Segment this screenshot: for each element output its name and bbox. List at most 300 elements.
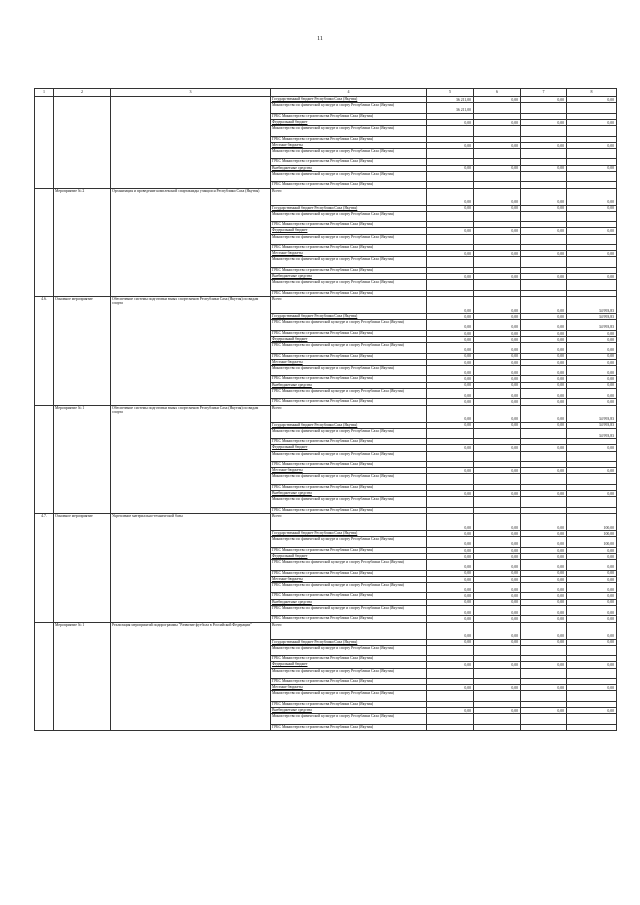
funding-source-label: Федеральный бюджет (271, 119, 427, 125)
funding-source-label: Внебюджетные средства (271, 708, 427, 714)
amount-cell: 0,00 (521, 405, 567, 422)
amount-cell: 0,00 (427, 320, 474, 331)
amount-cell: 0,00 (521, 343, 567, 354)
funding-source-label: ГРБС Министерство строительства Республики Саха (Якутия) (271, 182, 427, 188)
amount-cell: 0,00 (521, 359, 567, 365)
amount-cell (427, 234, 474, 245)
amount-cell: 0,00 (567, 582, 617, 593)
funding-source-label: Местные бюджеты (271, 251, 427, 257)
amount-cell (427, 714, 474, 725)
amount-cell: 0,00 (521, 399, 567, 405)
amount-cell: 0,00 (521, 605, 567, 616)
amount-cell: 0,00 (521, 616, 567, 622)
amount-cell: 0,00 (567, 343, 617, 354)
amount-cell: 0,00 (427, 297, 474, 314)
amount-cell: 0,00 (474, 365, 521, 376)
funding-source-label: ГРБС Министерство по физической культуре и спорту Республики Саха (Якутия) (271, 320, 427, 331)
funding-source-label: Государственный бюджет Республики Саха (Якутия) (271, 531, 427, 537)
amount-cell (521, 428, 567, 439)
amount-cell: 0,00 (567, 599, 617, 605)
item-number: 4.6. (35, 297, 54, 406)
amount-cell (521, 211, 567, 222)
amount-cell: 0,00 (521, 314, 567, 320)
table-row (35, 188, 617, 205)
amount-cell: 34 993,83 (567, 297, 617, 314)
funding-source-label: ГРБС Министерство строительства Республики Саха (Якутия) (271, 701, 427, 707)
funding-source-label: ГРБС Министерство строительства Республики Саха (Якутия) (271, 267, 427, 273)
amount-cell (567, 148, 617, 159)
amount-cell (521, 497, 567, 508)
amount-cell: 0,00 (474, 297, 521, 314)
amount-cell: 0,00 (474, 605, 521, 616)
amount-cell: 0,00 (521, 685, 567, 691)
funding-source-label: Внебюджетные средства (271, 599, 427, 605)
amount-cell (567, 234, 617, 245)
amount-cell (567, 451, 617, 462)
amount-cell: 0,00 (521, 388, 567, 399)
amount-cell: 0,00 (427, 599, 474, 605)
amount-cell: 0,00 (567, 399, 617, 405)
amount-cell (427, 280, 474, 291)
amount-cell: 0,00 (521, 251, 567, 257)
amount-cell: 0,00 (567, 547, 617, 553)
amount-cell: 0,00 (427, 422, 474, 428)
amount-cell: 34 993,83 (567, 422, 617, 428)
amount-cell: 0,00 (521, 188, 567, 205)
amount-cell: 0,00 (521, 274, 567, 280)
amount-cell (521, 724, 567, 730)
funding-source-label: ГРБС Министерство строительства Республики Саха (Якутия) (271, 222, 427, 228)
amount-cell: 0,00 (474, 708, 521, 714)
item-description: Обеспечение системы подготовки юных спортсменов Республики Саха (Якутия) по видам спорта (111, 297, 271, 406)
amount-cell: 0,00 (521, 205, 567, 211)
amount-cell: 0,00 (427, 468, 474, 474)
amount-cell: 0,00 (474, 560, 521, 571)
header-cell: 1 (35, 89, 54, 97)
amount-cell: 0,00 (427, 399, 474, 405)
funding-source-label: Государственный бюджет Республики Саха (Якутия) (271, 97, 427, 103)
amount-cell: 0,00 (474, 376, 521, 382)
amount-cell: 100,00 (567, 531, 617, 537)
funding-source-label: ГРБС Министерство строительства Республики Саха (Якутия) (271, 593, 427, 599)
amount-cell: 0,00 (521, 97, 567, 103)
financing-table (34, 88, 617, 731)
amount-cell: 0,00 (427, 142, 474, 148)
amount-cell: 0,00 (521, 582, 567, 593)
funding-source-label: Министерство по физической культуре и спорту Республики Саха (Якутия) (271, 497, 427, 508)
amount-cell (521, 668, 567, 679)
amount-cell: 0,00 (521, 553, 567, 559)
funding-source-label: Министерство по физической культуре и спорту Республики Саха (Якутия) (271, 211, 427, 222)
amount-cell: 0,00 (567, 251, 617, 257)
amount-cell: 0,00 (521, 353, 567, 359)
amount-cell: 0,00 (427, 622, 474, 639)
item-number (35, 405, 54, 514)
amount-cell (521, 148, 567, 159)
amount-cell: 0,00 (427, 531, 474, 537)
amount-cell: 0,00 (521, 228, 567, 234)
amount-cell (567, 714, 617, 725)
funding-source-label: Всего: (271, 514, 427, 531)
item-description: Укрепление материально-технической базы (111, 514, 271, 623)
funding-source-label: Всего: (271, 188, 427, 205)
amount-cell: 0,00 (427, 576, 474, 582)
amount-cell: 0,00 (567, 119, 617, 125)
amount-cell: 0,00 (474, 405, 521, 422)
amount-cell (474, 103, 521, 114)
amount-cell: 0,00 (474, 468, 521, 474)
amount-cell: 0,00 (521, 708, 567, 714)
amount-cell: 0,00 (474, 97, 521, 103)
amount-cell: 0,00 (567, 205, 617, 211)
table-row (35, 405, 617, 422)
amount-cell (474, 257, 521, 268)
item-name: Мероприятие № 1 (54, 405, 111, 514)
amount-cell (474, 428, 521, 439)
item-name: Основное мероприятие (54, 514, 111, 623)
item-name: Мероприятие № 2 (54, 188, 111, 297)
amount-cell: 0,00 (474, 205, 521, 211)
amount-cell: 0,00 (474, 382, 521, 388)
amount-cell: 0,00 (427, 119, 474, 125)
amount-cell: 0,00 (474, 547, 521, 553)
amount-cell: 0,00 (521, 662, 567, 668)
table-row (35, 514, 617, 531)
amount-cell: 0,00 (567, 336, 617, 342)
amount-cell (521, 451, 567, 462)
funding-source-label: Министерство по физической культуре и спорту Республики Саха (Якутия) (271, 280, 427, 291)
amount-cell: 0,00 (474, 119, 521, 125)
funding-source-label: Государственный бюджет Республики Саха (Якутия) (271, 314, 427, 320)
funding-source-label: ГРБС Министерство по физической культуре и спорту Республики Саха (Якутия) (271, 605, 427, 616)
amount-cell: 0,00 (427, 639, 474, 645)
amount-cell (427, 257, 474, 268)
amount-cell: 0,00 (474, 165, 521, 171)
funding-source-label: ГРБС Министерство по физической культуре и спорту Республики Саха (Якутия) (271, 582, 427, 593)
item-description: Обеспечение системы подготовки юных спортсменов Республики Саха (Якутия) по видам спорта (111, 405, 271, 514)
amount-cell (521, 171, 567, 182)
amount-cell: 0,00 (567, 491, 617, 497)
amount-cell: 0,00 (474, 251, 521, 257)
amount-cell (474, 645, 521, 656)
funding-source-label: Всего: (271, 622, 427, 639)
funding-source-label: Местные бюджеты (271, 685, 427, 691)
amount-cell: 0,00 (474, 314, 521, 320)
amount-cell: 0,00 (521, 119, 567, 125)
amount-cell: 0,00 (427, 382, 474, 388)
amount-cell: 0,00 (427, 547, 474, 553)
item-name (54, 97, 111, 189)
amount-cell: 0,00 (567, 274, 617, 280)
funding-source-label: Федеральный бюджет (271, 336, 427, 342)
amount-cell: 0,00 (427, 662, 474, 668)
amount-cell: 0,00 (567, 593, 617, 599)
header-cell: 8 (567, 89, 617, 97)
amount-cell: 34 993,83 (567, 405, 617, 422)
amount-cell: 0,00 (567, 165, 617, 171)
amount-cell: 0,00 (427, 188, 474, 205)
amount-cell: 0,00 (474, 576, 521, 582)
funding-source-label: Федеральный бюджет (271, 445, 427, 451)
funding-source-label: Министерство по физической культуре и спорту Республики Саха (Якутия) (271, 365, 427, 376)
amount-cell: 0,00 (521, 142, 567, 148)
item-number (35, 622, 54, 731)
item-description: Организация и проведение комплексной спартакиады учащихся Республики Саха (Якутия) (111, 188, 271, 297)
amount-cell: 0,00 (521, 376, 567, 382)
amount-cell: 0,00 (567, 685, 617, 691)
amount-cell: 0,00 (521, 365, 567, 376)
amount-cell (474, 451, 521, 462)
amount-cell (474, 171, 521, 182)
amount-cell (567, 280, 617, 291)
amount-cell: 0,00 (567, 605, 617, 616)
amount-cell: 0,00 (567, 445, 617, 451)
item-name: Основное мероприятие (54, 297, 111, 406)
funding-source-label: ГРБС Министерство строительства Республики Саха (Якутия) (271, 616, 427, 622)
amount-cell (427, 497, 474, 508)
amount-cell (427, 724, 474, 730)
amount-cell: 0,00 (427, 228, 474, 234)
funding-source-label: ГРБС Министерство строительства Республики Саха (Якутия) (271, 547, 427, 553)
funding-source-label: ГРБС Министерство строительства Республики Саха (Якутия) (271, 439, 427, 445)
amount-cell (521, 474, 567, 485)
funding-source-label: ГРБС Министерство строительства Республики Саха (Якутия) (271, 656, 427, 662)
amount-cell: 34 993,83 (567, 314, 617, 320)
amount-cell: 0,00 (521, 576, 567, 582)
table-row (35, 622, 617, 639)
funding-source-label: Местные бюджеты (271, 468, 427, 474)
amount-cell: 0,00 (521, 382, 567, 388)
amount-cell: 0,00 (474, 274, 521, 280)
funding-source-label: Министерство по физической культуре и спорту Республики Саха (Якутия) (271, 234, 427, 245)
amount-cell: 0,00 (427, 165, 474, 171)
amount-cell: 0,00 (427, 514, 474, 531)
header-cell: 2 (54, 89, 111, 97)
amount-cell: 0,00 (567, 188, 617, 205)
funding-source-label: ГРБС Министерство по физической культуре и спорту Республики Саха (Якутия) (271, 560, 427, 571)
amount-cell: 0,00 (521, 491, 567, 497)
amount-cell: 0,00 (521, 165, 567, 171)
header-cell: 6 (474, 89, 521, 97)
amount-cell: 0,00 (474, 662, 521, 668)
amount-cell (427, 691, 474, 702)
amount-cell: 0,00 (521, 599, 567, 605)
amount-cell (521, 714, 567, 725)
item-number: 4.7. (35, 514, 54, 623)
amount-cell (567, 497, 617, 508)
amount-cell (427, 428, 474, 439)
amount-cell: 0,00 (567, 616, 617, 622)
item-description (111, 97, 271, 189)
amount-cell: 0,00 (474, 537, 521, 548)
amount-cell: 0,00 (521, 336, 567, 342)
table-row (35, 297, 617, 314)
amount-cell: 0,00 (427, 708, 474, 714)
amount-cell (567, 724, 617, 730)
amount-cell: 0,00 (521, 468, 567, 474)
amount-cell (427, 668, 474, 679)
funding-source-label: Всего: (271, 405, 427, 422)
amount-cell (427, 474, 474, 485)
amount-cell: 0,00 (427, 537, 474, 548)
amount-cell: 0,00 (521, 593, 567, 599)
item-description: Реализация мероприятий подпрограммы "Развитие футбола в Российской Федерации" (111, 622, 271, 731)
funding-source-label: ГРБС Министерство по физической культуре и спорту Республики Саха (Якутия) (271, 343, 427, 354)
funding-source-label: ГРБС Министерство строительства Республики Саха (Якутия) (271, 353, 427, 359)
amount-cell (427, 171, 474, 182)
amount-cell: 0,00 (427, 553, 474, 559)
amount-cell: 0,00 (474, 531, 521, 537)
amount-cell: 0,00 (427, 593, 474, 599)
amount-cell: 0,00 (567, 560, 617, 571)
amount-cell (427, 645, 474, 656)
funding-source-label: Федеральный бюджет (271, 228, 427, 234)
amount-cell: 0,00 (427, 336, 474, 342)
funding-source-label: ГРБС Министерство строительства Республики Саха (Якутия) (271, 330, 427, 336)
amount-cell (567, 171, 617, 182)
amount-cell (474, 126, 521, 137)
amount-cell: 0,00 (567, 142, 617, 148)
amount-cell: 0,00 (474, 639, 521, 645)
amount-cell: 0,00 (567, 388, 617, 399)
amount-cell: 0,00 (427, 388, 474, 399)
amount-cell: 0,00 (521, 531, 567, 537)
amount-cell (427, 148, 474, 159)
funding-source-label: Федеральный бюджет (271, 553, 427, 559)
amount-cell (474, 211, 521, 222)
amount-cell: 100,00 (567, 514, 617, 531)
amount-cell: 0,00 (521, 639, 567, 645)
amount-cell: 0,00 (427, 314, 474, 320)
funding-source-label: Местные бюджеты (271, 359, 427, 365)
amount-cell: 0,00 (474, 330, 521, 336)
funding-source-label: Министерство по физической культуре и спорту Республики Саха (Якутия) (271, 668, 427, 679)
funding-source-label: ГРБС Министерство строительства Республики Саха (Якутия) (271, 399, 427, 405)
amount-cell (521, 126, 567, 137)
funding-source-label: ГРБС Министерство строительства Республики Саха (Якутия) (271, 484, 427, 490)
amount-cell: 0,00 (474, 336, 521, 342)
amount-cell (567, 691, 617, 702)
amount-cell: 0,00 (474, 445, 521, 451)
amount-cell: 34 993,83 (567, 428, 617, 439)
amount-cell: 0,00 (567, 708, 617, 714)
amount-cell: 0,00 (521, 537, 567, 548)
amount-cell: 34 993,83 (567, 320, 617, 331)
funding-source-label: Внебюджетные средства (271, 274, 427, 280)
funding-source-label: ГРБС Министерство строительства Республики Саха (Якутия) (271, 113, 427, 119)
funding-source-label: Министерство по физической культуре и спорту Республики Саха (Якутия) (271, 474, 427, 485)
amount-cell: 0,00 (427, 251, 474, 257)
funding-source-label: Министерство по физической культуре и спорту Республики Саха (Якутия) (271, 714, 427, 725)
amount-cell: 0,00 (521, 422, 567, 428)
amount-cell (567, 474, 617, 485)
amount-cell (567, 126, 617, 137)
amount-cell (427, 211, 474, 222)
amount-cell: 0,00 (474, 422, 521, 428)
funding-source-label: Местные бюджеты (271, 142, 427, 148)
amount-cell: 0,00 (427, 365, 474, 376)
amount-cell (474, 234, 521, 245)
funding-source-label: Министерство по физической культуре и спорту Республики Саха (Якутия) (271, 537, 427, 548)
amount-cell: 0,00 (521, 514, 567, 531)
amount-cell: 0,00 (567, 662, 617, 668)
funding-source-label: Государственный бюджет Республики Саха (Якутия) (271, 639, 427, 645)
amount-cell (567, 103, 617, 114)
amount-cell: 0,00 (474, 514, 521, 531)
amount-cell: 0,00 (474, 685, 521, 691)
amount-cell: 0,00 (567, 622, 617, 639)
amount-cell: 0,00 (427, 570, 474, 576)
amount-cell: 0,00 (521, 547, 567, 553)
amount-cell (567, 645, 617, 656)
funding-source-label: Министерство по физической культуре и спорту Республики Саха (Якутия) (271, 103, 427, 114)
amount-cell: 0,00 (567, 639, 617, 645)
amount-cell: 0,00 (567, 359, 617, 365)
funding-source-label: ГРБС Министерство строительства Республики Саха (Якутия) (271, 159, 427, 165)
amount-cell: 0,00 (474, 359, 521, 365)
funding-source-label: ГРБС Министерство строительства Республики Саха (Якутия) (271, 724, 427, 730)
header-cell: 4 (271, 89, 427, 97)
amount-cell: 0,00 (427, 376, 474, 382)
amount-cell: 0,00 (474, 616, 521, 622)
amount-cell (567, 211, 617, 222)
funding-source-label: ГРБС Министерство строительства Республики Саха (Якутия) (271, 507, 427, 513)
amount-cell: 0,00 (427, 405, 474, 422)
amount-cell: 0,00 (427, 616, 474, 622)
amount-cell: 0,00 (567, 330, 617, 336)
amount-cell: 36 211,00 (427, 103, 474, 114)
amount-cell (521, 691, 567, 702)
funding-source-label: Внебюджетные средства (271, 491, 427, 497)
amount-cell: 0,00 (427, 582, 474, 593)
funding-source-label: Внебюджетные средства (271, 382, 427, 388)
amount-cell: 0,00 (567, 553, 617, 559)
amount-cell: 0,00 (567, 376, 617, 382)
amount-cell (474, 148, 521, 159)
amount-cell: 0,00 (521, 445, 567, 451)
amount-cell: 0,00 (567, 365, 617, 376)
amount-cell (567, 257, 617, 268)
amount-cell: 36 211,00 (427, 97, 474, 103)
amount-cell: 0,00 (567, 570, 617, 576)
amount-cell (474, 668, 521, 679)
amount-cell (474, 497, 521, 508)
amount-cell: 0,00 (474, 320, 521, 331)
header-cell: 5 (427, 89, 474, 97)
funding-source-label: Министерство по физической культуре и спорту Республики Саха (Якутия) (271, 645, 427, 656)
amount-cell (474, 691, 521, 702)
funding-source-label: ГРБС Министерство строительства Республики Саха (Якутия) (271, 462, 427, 468)
funding-source-label: ГРБС Министерство строительства Республики Саха (Якутия) (271, 376, 427, 382)
amount-cell: 0,00 (427, 353, 474, 359)
funding-source-label: Министерство по физической культуре и спорту Республики Саха (Якутия) (271, 691, 427, 702)
amount-cell (521, 280, 567, 291)
amount-cell: 0,00 (427, 205, 474, 211)
amount-cell: 0,00 (567, 382, 617, 388)
funding-source-label: Министерство по физической культуре и спорту Республики Саха (Якутия) (271, 257, 427, 268)
funding-source-label: Министерство по физической культуре и спорту Республики Саха (Якутия) (271, 451, 427, 462)
amount-cell: 0,00 (427, 491, 474, 497)
amount-cell: 0,00 (427, 274, 474, 280)
amount-cell: 0,00 (521, 320, 567, 331)
amount-cell: 0,00 (427, 445, 474, 451)
amount-cell: 0,00 (427, 343, 474, 354)
funding-source-label: ГРБС Министерство по физической культуре и спорту Республики Саха (Якутия) (271, 388, 427, 399)
amount-cell: 0,00 (474, 622, 521, 639)
amount-cell: 0,00 (474, 582, 521, 593)
funding-source-label: Министерство по физической культуре и спорту Республики Саха (Якутия) (271, 171, 427, 182)
amount-cell (474, 474, 521, 485)
